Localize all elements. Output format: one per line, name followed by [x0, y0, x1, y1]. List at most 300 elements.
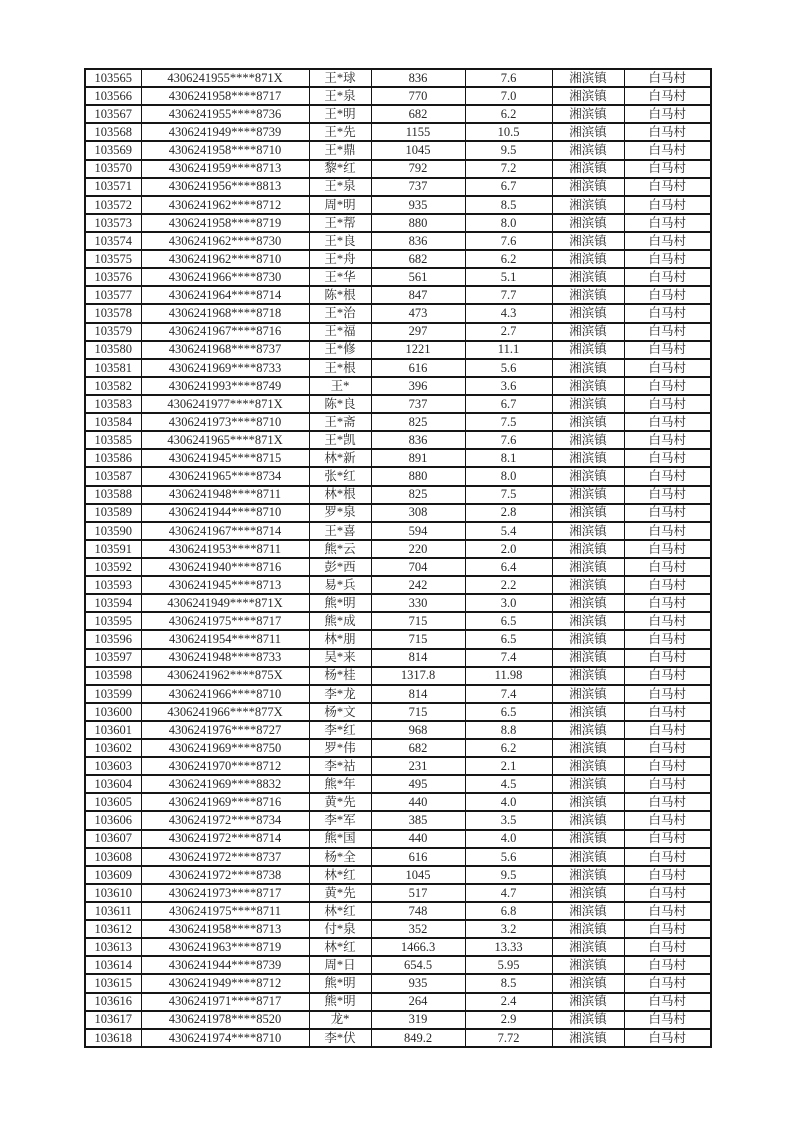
cell-seq: 103611 [85, 902, 141, 920]
cell-rate: 5.1 [465, 268, 552, 286]
cell-seq: 103605 [85, 793, 141, 811]
cell-rate: 8.0 [465, 467, 552, 485]
cell-town: 湘滨镇 [552, 286, 624, 304]
cell-name: 林*新 [309, 449, 371, 467]
cell-id-number: 4306241967****8716 [141, 323, 309, 341]
cell-seq: 103591 [85, 540, 141, 558]
cell-town: 湘滨镇 [552, 866, 624, 884]
cell-id-number: 4306241958****8713 [141, 920, 309, 938]
cell-seq: 103592 [85, 558, 141, 576]
cell-rate: 8.8 [465, 721, 552, 739]
cell-amount: 825 [371, 413, 465, 431]
table-row [85, 811, 711, 829]
cell-village: 白马村 [624, 286, 711, 304]
cell-rate: 8.5 [465, 974, 552, 992]
cell-amount: 242 [371, 576, 465, 594]
cell-village: 白马村 [624, 87, 711, 105]
cell-village: 白马村 [624, 413, 711, 431]
table-row [85, 612, 711, 630]
cell-amount: 1466.3 [371, 938, 465, 956]
cell-seq: 103604 [85, 775, 141, 793]
cell-id-number: 4306241964****8714 [141, 286, 309, 304]
cell-name: 陈*良 [309, 395, 371, 413]
table-row [85, 540, 711, 558]
table-row [85, 739, 711, 757]
table-row [85, 359, 711, 377]
cell-rate: 5.6 [465, 848, 552, 866]
cell-amount: 330 [371, 594, 465, 612]
cell-seq: 103572 [85, 196, 141, 214]
cell-id-number: 4306241966****8730 [141, 268, 309, 286]
cell-town: 湘滨镇 [552, 576, 624, 594]
cell-village: 白马村 [624, 920, 711, 938]
cell-seq: 103608 [85, 848, 141, 866]
cell-seq: 103600 [85, 703, 141, 721]
cell-village: 白马村 [624, 1011, 711, 1029]
cell-town: 湘滨镇 [552, 395, 624, 413]
table-row [85, 848, 711, 866]
cell-id-number: 4306241945****8713 [141, 576, 309, 594]
cell-village: 白马村 [624, 721, 711, 739]
table-row [85, 993, 711, 1011]
cell-amount: 1045 [371, 866, 465, 884]
cell-village: 白马村 [624, 956, 711, 974]
table-row [85, 214, 711, 232]
cell-name: 罗*伟 [309, 739, 371, 757]
cell-name: 王*鼎 [309, 141, 371, 159]
cell-name: 王*凯 [309, 431, 371, 449]
cell-seq: 103586 [85, 449, 141, 467]
cell-name: 王*华 [309, 268, 371, 286]
cell-amount: 935 [371, 196, 465, 214]
cell-name: 熊*年 [309, 775, 371, 793]
cell-rate: 6.7 [465, 178, 552, 196]
cell-amount: 264 [371, 993, 465, 1011]
cell-id-number: 4306241962****8712 [141, 196, 309, 214]
cell-amount: 561 [371, 268, 465, 286]
table-row [85, 956, 711, 974]
cell-village: 白马村 [624, 377, 711, 395]
cell-seq: 103590 [85, 522, 141, 540]
cell-village: 白马村 [624, 540, 711, 558]
cell-rate: 7.0 [465, 87, 552, 105]
cell-village: 白马村 [624, 123, 711, 141]
cell-rate: 3.0 [465, 594, 552, 612]
cell-rate: 11.1 [465, 341, 552, 359]
cell-name: 李*伏 [309, 1029, 371, 1047]
table-row [85, 775, 711, 793]
cell-town: 湘滨镇 [552, 649, 624, 667]
cell-village: 白马村 [624, 576, 711, 594]
cell-seq: 103582 [85, 377, 141, 395]
cell-town: 湘滨镇 [552, 141, 624, 159]
cell-name: 熊*明 [309, 594, 371, 612]
cell-amount: 814 [371, 685, 465, 703]
cell-rate: 7.6 [465, 232, 552, 250]
table-row [85, 69, 711, 87]
cell-village: 白马村 [624, 739, 711, 757]
table-row [85, 105, 711, 123]
cell-town: 湘滨镇 [552, 467, 624, 485]
cell-rate: 9.5 [465, 866, 552, 884]
cell-seq: 103601 [85, 721, 141, 739]
cell-rate: 7.5 [465, 413, 552, 431]
table-row [85, 974, 711, 992]
cell-rate: 5.95 [465, 956, 552, 974]
cell-seq: 103597 [85, 649, 141, 667]
cell-seq: 103617 [85, 1011, 141, 1029]
cell-seq: 103578 [85, 304, 141, 322]
cell-name: 王*泉 [309, 178, 371, 196]
cell-town: 湘滨镇 [552, 540, 624, 558]
cell-village: 白马村 [624, 105, 711, 123]
cell-rate: 7.6 [465, 69, 552, 87]
cell-town: 湘滨镇 [552, 920, 624, 938]
cell-seq: 103594 [85, 594, 141, 612]
cell-name: 杨*全 [309, 848, 371, 866]
cell-town: 湘滨镇 [552, 558, 624, 576]
cell-rate: 10.5 [465, 123, 552, 141]
cell-seq: 103598 [85, 667, 141, 685]
cell-amount: 880 [371, 214, 465, 232]
cell-id-number: 4306241972****8734 [141, 811, 309, 829]
cell-town: 湘滨镇 [552, 630, 624, 648]
table-row [85, 594, 711, 612]
cell-name: 罗*泉 [309, 504, 371, 522]
cell-village: 白马村 [624, 775, 711, 793]
cell-id-number: 4306241956****8813 [141, 178, 309, 196]
cell-id-number: 4306241975****8717 [141, 612, 309, 630]
cell-amount: 396 [371, 377, 465, 395]
cell-rate: 4.7 [465, 884, 552, 902]
cell-seq: 103580 [85, 341, 141, 359]
cell-village: 白马村 [624, 974, 711, 992]
table-row [85, 160, 711, 178]
cell-rate: 2.7 [465, 323, 552, 341]
cell-rate: 2.2 [465, 576, 552, 594]
cell-seq: 103565 [85, 69, 141, 87]
cell-rate: 3.2 [465, 920, 552, 938]
cell-town: 湘滨镇 [552, 612, 624, 630]
table-row [85, 667, 711, 685]
cell-town: 湘滨镇 [552, 449, 624, 467]
cell-village: 白马村 [624, 848, 711, 866]
cell-amount: 517 [371, 884, 465, 902]
cell-rate: 6.5 [465, 703, 552, 721]
cell-rate: 3.5 [465, 811, 552, 829]
cell-town: 湘滨镇 [552, 956, 624, 974]
cell-rate: 7.4 [465, 649, 552, 667]
cell-rate: 6.8 [465, 902, 552, 920]
cell-id-number: 4306241940****8716 [141, 558, 309, 576]
cell-town: 湘滨镇 [552, 938, 624, 956]
cell-name: 王*根 [309, 359, 371, 377]
cell-name: 林*红 [309, 866, 371, 884]
cell-id-number: 4306241975****8711 [141, 902, 309, 920]
cell-name: 王*修 [309, 341, 371, 359]
cell-rate: 7.4 [465, 685, 552, 703]
cell-name: 林*根 [309, 486, 371, 504]
cell-amount: 220 [371, 540, 465, 558]
cell-id-number: 4306241959****8713 [141, 160, 309, 178]
cell-village: 白马村 [624, 993, 711, 1011]
cell-amount: 935 [371, 974, 465, 992]
cell-name: 陈*根 [309, 286, 371, 304]
cell-village: 白马村 [624, 250, 711, 268]
cell-town: 湘滨镇 [552, 105, 624, 123]
cell-seq: 103575 [85, 250, 141, 268]
cell-town: 湘滨镇 [552, 123, 624, 141]
cell-seq: 103567 [85, 105, 141, 123]
cell-id-number: 4306241944****8710 [141, 504, 309, 522]
cell-amount: 297 [371, 323, 465, 341]
cell-seq: 103599 [85, 685, 141, 703]
cell-amount: 308 [371, 504, 465, 522]
cell-amount: 968 [371, 721, 465, 739]
cell-id-number: 4306241948****8733 [141, 649, 309, 667]
cell-rate: 4.0 [465, 793, 552, 811]
cell-town: 湘滨镇 [552, 413, 624, 431]
table-row [85, 558, 711, 576]
table-row [85, 685, 711, 703]
cell-id-number: 4306241945****8715 [141, 449, 309, 467]
table-row [85, 830, 711, 848]
cell-name: 熊*明 [309, 993, 371, 1011]
cell-id-number: 4306241948****8711 [141, 486, 309, 504]
cell-name: 龙* [309, 1011, 371, 1029]
cell-town: 湘滨镇 [552, 69, 624, 87]
cell-id-number: 4306241965****8734 [141, 467, 309, 485]
cell-seq: 103610 [85, 884, 141, 902]
cell-town: 湘滨镇 [552, 160, 624, 178]
cell-name: 王*球 [309, 69, 371, 87]
cell-id-number: 4306241965****871X [141, 431, 309, 449]
cell-village: 白马村 [624, 522, 711, 540]
cell-id-number: 4306241955****8736 [141, 105, 309, 123]
cell-rate: 9.5 [465, 141, 552, 159]
cell-village: 白马村 [624, 667, 711, 685]
cell-town: 湘滨镇 [552, 830, 624, 848]
cell-id-number: 4306241973****8710 [141, 413, 309, 431]
cell-rate: 11.98 [465, 667, 552, 685]
cell-rate: 7.2 [465, 160, 552, 178]
cell-id-number: 4306241977****871X [141, 395, 309, 413]
cell-amount: 682 [371, 250, 465, 268]
cell-town: 湘滨镇 [552, 504, 624, 522]
cell-amount: 319 [371, 1011, 465, 1029]
cell-village: 白马村 [624, 649, 711, 667]
cell-rate: 4.5 [465, 775, 552, 793]
cell-id-number: 4306241969****8733 [141, 359, 309, 377]
cell-name: 李*祜 [309, 757, 371, 775]
cell-town: 湘滨镇 [552, 178, 624, 196]
cell-village: 白马村 [624, 1029, 711, 1047]
cell-name: 熊*云 [309, 540, 371, 558]
cell-id-number: 4306241958****8719 [141, 214, 309, 232]
table-row [85, 449, 711, 467]
cell-rate: 6.5 [465, 612, 552, 630]
table-row [85, 250, 711, 268]
cell-name: 王* [309, 377, 371, 395]
cell-amount: 654.5 [371, 956, 465, 974]
cell-town: 湘滨镇 [552, 1011, 624, 1029]
cell-id-number: 4306241972****8714 [141, 830, 309, 848]
cell-town: 湘滨镇 [552, 522, 624, 540]
cell-village: 白马村 [624, 141, 711, 159]
cell-rate: 8.0 [465, 214, 552, 232]
table-row [85, 268, 711, 286]
cell-name: 周*日 [309, 956, 371, 974]
cell-amount: 715 [371, 703, 465, 721]
cell-town: 湘滨镇 [552, 848, 624, 866]
cell-seq: 103571 [85, 178, 141, 196]
cell-id-number: 4306241958****8717 [141, 87, 309, 105]
cell-village: 白马村 [624, 232, 711, 250]
cell-town: 湘滨镇 [552, 974, 624, 992]
cell-amount: 682 [371, 739, 465, 757]
cell-amount: 704 [371, 558, 465, 576]
cell-id-number: 4306241993****8749 [141, 377, 309, 395]
cell-name: 周*明 [309, 196, 371, 214]
cell-id-number: 4306241962****8710 [141, 250, 309, 268]
cell-amount: 880 [371, 467, 465, 485]
cell-id-number: 4306241976****8727 [141, 721, 309, 739]
cell-name: 王*良 [309, 232, 371, 250]
cell-id-number: 4306241955****871X [141, 69, 309, 87]
cell-village: 白马村 [624, 793, 711, 811]
cell-name: 王*帮 [309, 214, 371, 232]
cell-seq: 103574 [85, 232, 141, 250]
cell-amount: 616 [371, 848, 465, 866]
cell-amount: 352 [371, 920, 465, 938]
table-row [85, 304, 711, 322]
cell-rate: 5.6 [465, 359, 552, 377]
cell-id-number: 4306241949****8712 [141, 974, 309, 992]
cell-id-number: 4306241963****8719 [141, 938, 309, 956]
cell-village: 白马村 [624, 268, 711, 286]
cell-village: 白马村 [624, 359, 711, 377]
cell-seq: 103613 [85, 938, 141, 956]
cell-amount: 891 [371, 449, 465, 467]
cell-rate: 2.9 [465, 1011, 552, 1029]
cell-amount: 748 [371, 902, 465, 920]
cell-village: 白马村 [624, 902, 711, 920]
cell-name: 易*兵 [309, 576, 371, 594]
cell-amount: 737 [371, 178, 465, 196]
table-row [85, 232, 711, 250]
cell-seq: 103577 [85, 286, 141, 304]
cell-town: 湘滨镇 [552, 359, 624, 377]
cell-name: 黄*先 [309, 793, 371, 811]
cell-rate: 7.7 [465, 286, 552, 304]
cell-name: 张*红 [309, 467, 371, 485]
cell-amount: 847 [371, 286, 465, 304]
cell-id-number: 4306241972****8738 [141, 866, 309, 884]
cell-village: 白马村 [624, 866, 711, 884]
cell-village: 白马村 [624, 558, 711, 576]
table-row [85, 721, 711, 739]
cell-village: 白马村 [624, 938, 711, 956]
cell-village: 白马村 [624, 757, 711, 775]
cell-rate: 13.33 [465, 938, 552, 956]
cell-amount: 770 [371, 87, 465, 105]
cell-amount: 440 [371, 830, 465, 848]
cell-id-number: 4306241972****8737 [141, 848, 309, 866]
cell-id-number: 4306241958****8710 [141, 141, 309, 159]
cell-seq: 103570 [85, 160, 141, 178]
table-row [85, 1029, 711, 1047]
cell-rate: 2.0 [465, 540, 552, 558]
cell-town: 湘滨镇 [552, 486, 624, 504]
cell-amount: 1221 [371, 341, 465, 359]
cell-seq: 103568 [85, 123, 141, 141]
table-row [85, 323, 711, 341]
cell-name: 王*斋 [309, 413, 371, 431]
cell-town: 湘滨镇 [552, 323, 624, 341]
cell-rate: 8.1 [465, 449, 552, 467]
table-row [85, 486, 711, 504]
cell-village: 白马村 [624, 486, 711, 504]
cell-amount: 825 [371, 486, 465, 504]
cell-amount: 715 [371, 630, 465, 648]
table-body [85, 69, 711, 1047]
cell-id-number: 4306241969****8750 [141, 739, 309, 757]
cell-amount: 737 [371, 395, 465, 413]
cell-amount: 849.2 [371, 1029, 465, 1047]
cell-name: 王*治 [309, 304, 371, 322]
cell-amount: 1045 [371, 141, 465, 159]
cell-rate: 8.5 [465, 196, 552, 214]
cell-name: 黎*红 [309, 160, 371, 178]
cell-name: 熊*国 [309, 830, 371, 848]
cell-village: 白马村 [624, 594, 711, 612]
table-row [85, 504, 711, 522]
cell-amount: 616 [371, 359, 465, 377]
cell-town: 湘滨镇 [552, 721, 624, 739]
cell-town: 湘滨镇 [552, 232, 624, 250]
cell-id-number: 4306241954****8711 [141, 630, 309, 648]
cell-id-number: 4306241949****871X [141, 594, 309, 612]
cell-town: 湘滨镇 [552, 884, 624, 902]
cell-id-number: 4306241944****8739 [141, 956, 309, 974]
cell-town: 湘滨镇 [552, 685, 624, 703]
cell-town: 湘滨镇 [552, 703, 624, 721]
cell-id-number: 4306241969****8832 [141, 775, 309, 793]
cell-village: 白马村 [624, 884, 711, 902]
cell-town: 湘滨镇 [552, 993, 624, 1011]
cell-amount: 682 [371, 105, 465, 123]
cell-town: 湘滨镇 [552, 377, 624, 395]
cell-rate: 7.6 [465, 431, 552, 449]
cell-seq: 103581 [85, 359, 141, 377]
cell-id-number: 4306241966****8710 [141, 685, 309, 703]
table-row [85, 920, 711, 938]
cell-id-number: 4306241949****8739 [141, 123, 309, 141]
cell-seq: 103566 [85, 87, 141, 105]
table-row [85, 630, 711, 648]
table-row [85, 866, 711, 884]
cell-seq: 103573 [85, 214, 141, 232]
cell-seq: 103569 [85, 141, 141, 159]
cell-name: 林*红 [309, 938, 371, 956]
table-row [85, 395, 711, 413]
cell-town: 湘滨镇 [552, 87, 624, 105]
cell-village: 白马村 [624, 69, 711, 87]
cell-village: 白马村 [624, 703, 711, 721]
cell-village: 白马村 [624, 214, 711, 232]
cell-name: 王*舟 [309, 250, 371, 268]
cell-town: 湘滨镇 [552, 775, 624, 793]
